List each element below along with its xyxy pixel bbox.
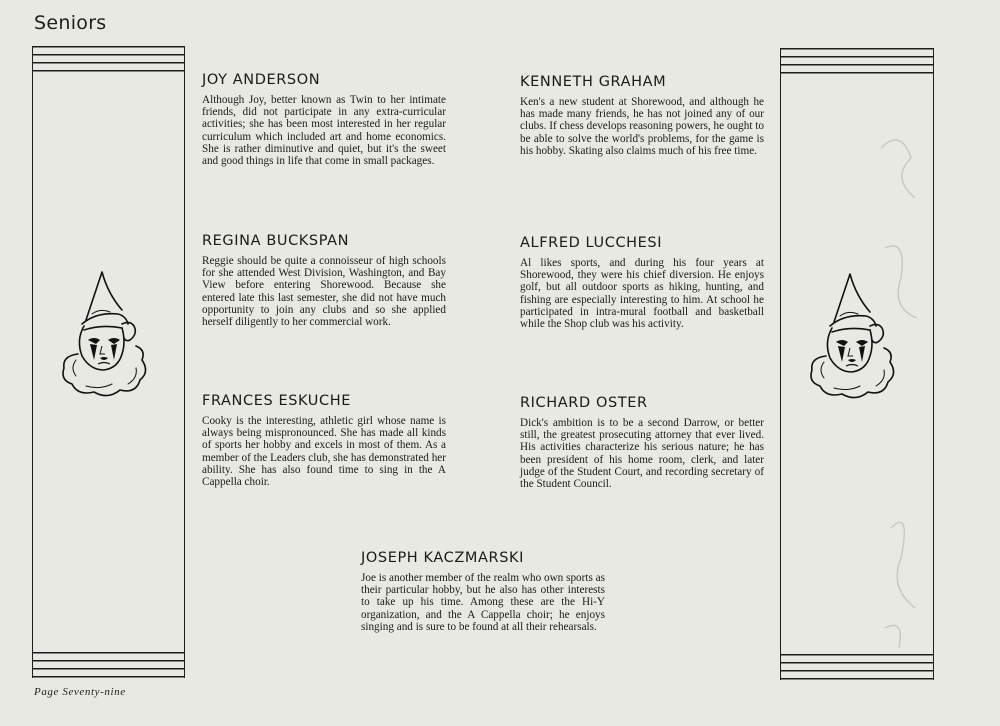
senior-entry-frances-eskuche	[202, 393, 446, 488]
senior-name: RICHARD OSTER	[520, 395, 648, 411]
senior-entry-joseph-kaczmarski	[361, 550, 605, 633]
senior-bio: Dick's ambition is to be a second Darrow, or better still, the greatest prosecuting attorney that ever lived. His activities characterize his serious nature; he has been president of his home room, clerk, and later judge of the Student Court, and recording secretary of the Student Council.	[520, 417, 764, 491]
senior-entry-richard-oster	[520, 395, 764, 490]
top-rules	[33, 46, 184, 72]
bottom-rules	[33, 652, 184, 678]
senior-name: JOY ANDERSON	[202, 72, 321, 88]
senior-name: FRANCES ESKUCHE	[202, 393, 351, 409]
senior-bio: Cooky is the interesting, athletic girl whose name is always being mispronounced. She has made all kinds of sports her hobby and excels in most of them. As a member of the Leaders club, she has demonstrated her ability. She has also found time to sing in the A Cappella choir.	[202, 415, 446, 489]
senior-bio: Al likes sports, and during his four years at Shorewood, they were his chief diversion. He enjoys golf, but all outdoor sports as hiking, hunting, and fishing are especially interesting to him. At school he participated in intra-mural football and basketball while the Shop club was his activity.	[520, 257, 764, 331]
section-title: Seniors	[34, 12, 107, 34]
bottom-rules	[781, 654, 933, 680]
senior-name: JOSEPH KACZMARSKI	[361, 550, 524, 566]
senior-entry-kenneth-graham	[520, 74, 764, 157]
left-border-panel	[32, 46, 185, 678]
senior-bio: Joe is another member of the realm who own sports as their particular hobby, but he also has other interests to take up his time. Among these are the Hi-Y organization, and the A Cappella choir; he enjoys singing and is sure to be found at all their rehearsals.	[361, 572, 605, 633]
senior-entry-joy-anderson	[202, 72, 446, 167]
senior-bio: Reggie should be quite a connoisseur of high schools for she attended West Division, Washington, and Bay View before entering Shorewood. Because she entered late this last semester, she did not have much opportunity to join any clubs and so she applied herself diligently to her commercial work.	[202, 255, 446, 329]
senior-name: KENNETH GRAHAM	[520, 74, 667, 90]
senior-entry-regina-buckspan	[202, 233, 446, 328]
senior-bio: Ken's a new student at Shorewood, and although he has made many friends, he has not joined any of our clubs. If chess develops reasoning powers, he ought to be able to solve the world's problems, for the game is his hobby. Skating also claims much of his free time.	[520, 96, 764, 157]
senior-bio: Although Joy, better known as Twin to her intimate friends, did not participate in any extra-curricular activities; she has been most interested in her regular curriculum which included art and home economics. She is rather diminutive and quiet, but it's the sweet and good things in life that come in small packages.	[202, 94, 446, 168]
top-rules	[781, 48, 933, 74]
senior-entry-alfred-lucchesi	[520, 235, 764, 330]
right-border-panel	[780, 48, 934, 680]
page-number-label: Page Seventy-nine	[34, 686, 126, 698]
clown-mascot-icon	[804, 266, 912, 404]
senior-name: REGINA BUCKSPAN	[202, 233, 350, 249]
senior-name: ALFRED LUCCHESI	[520, 235, 663, 251]
clown-mascot-icon	[56, 264, 164, 402]
